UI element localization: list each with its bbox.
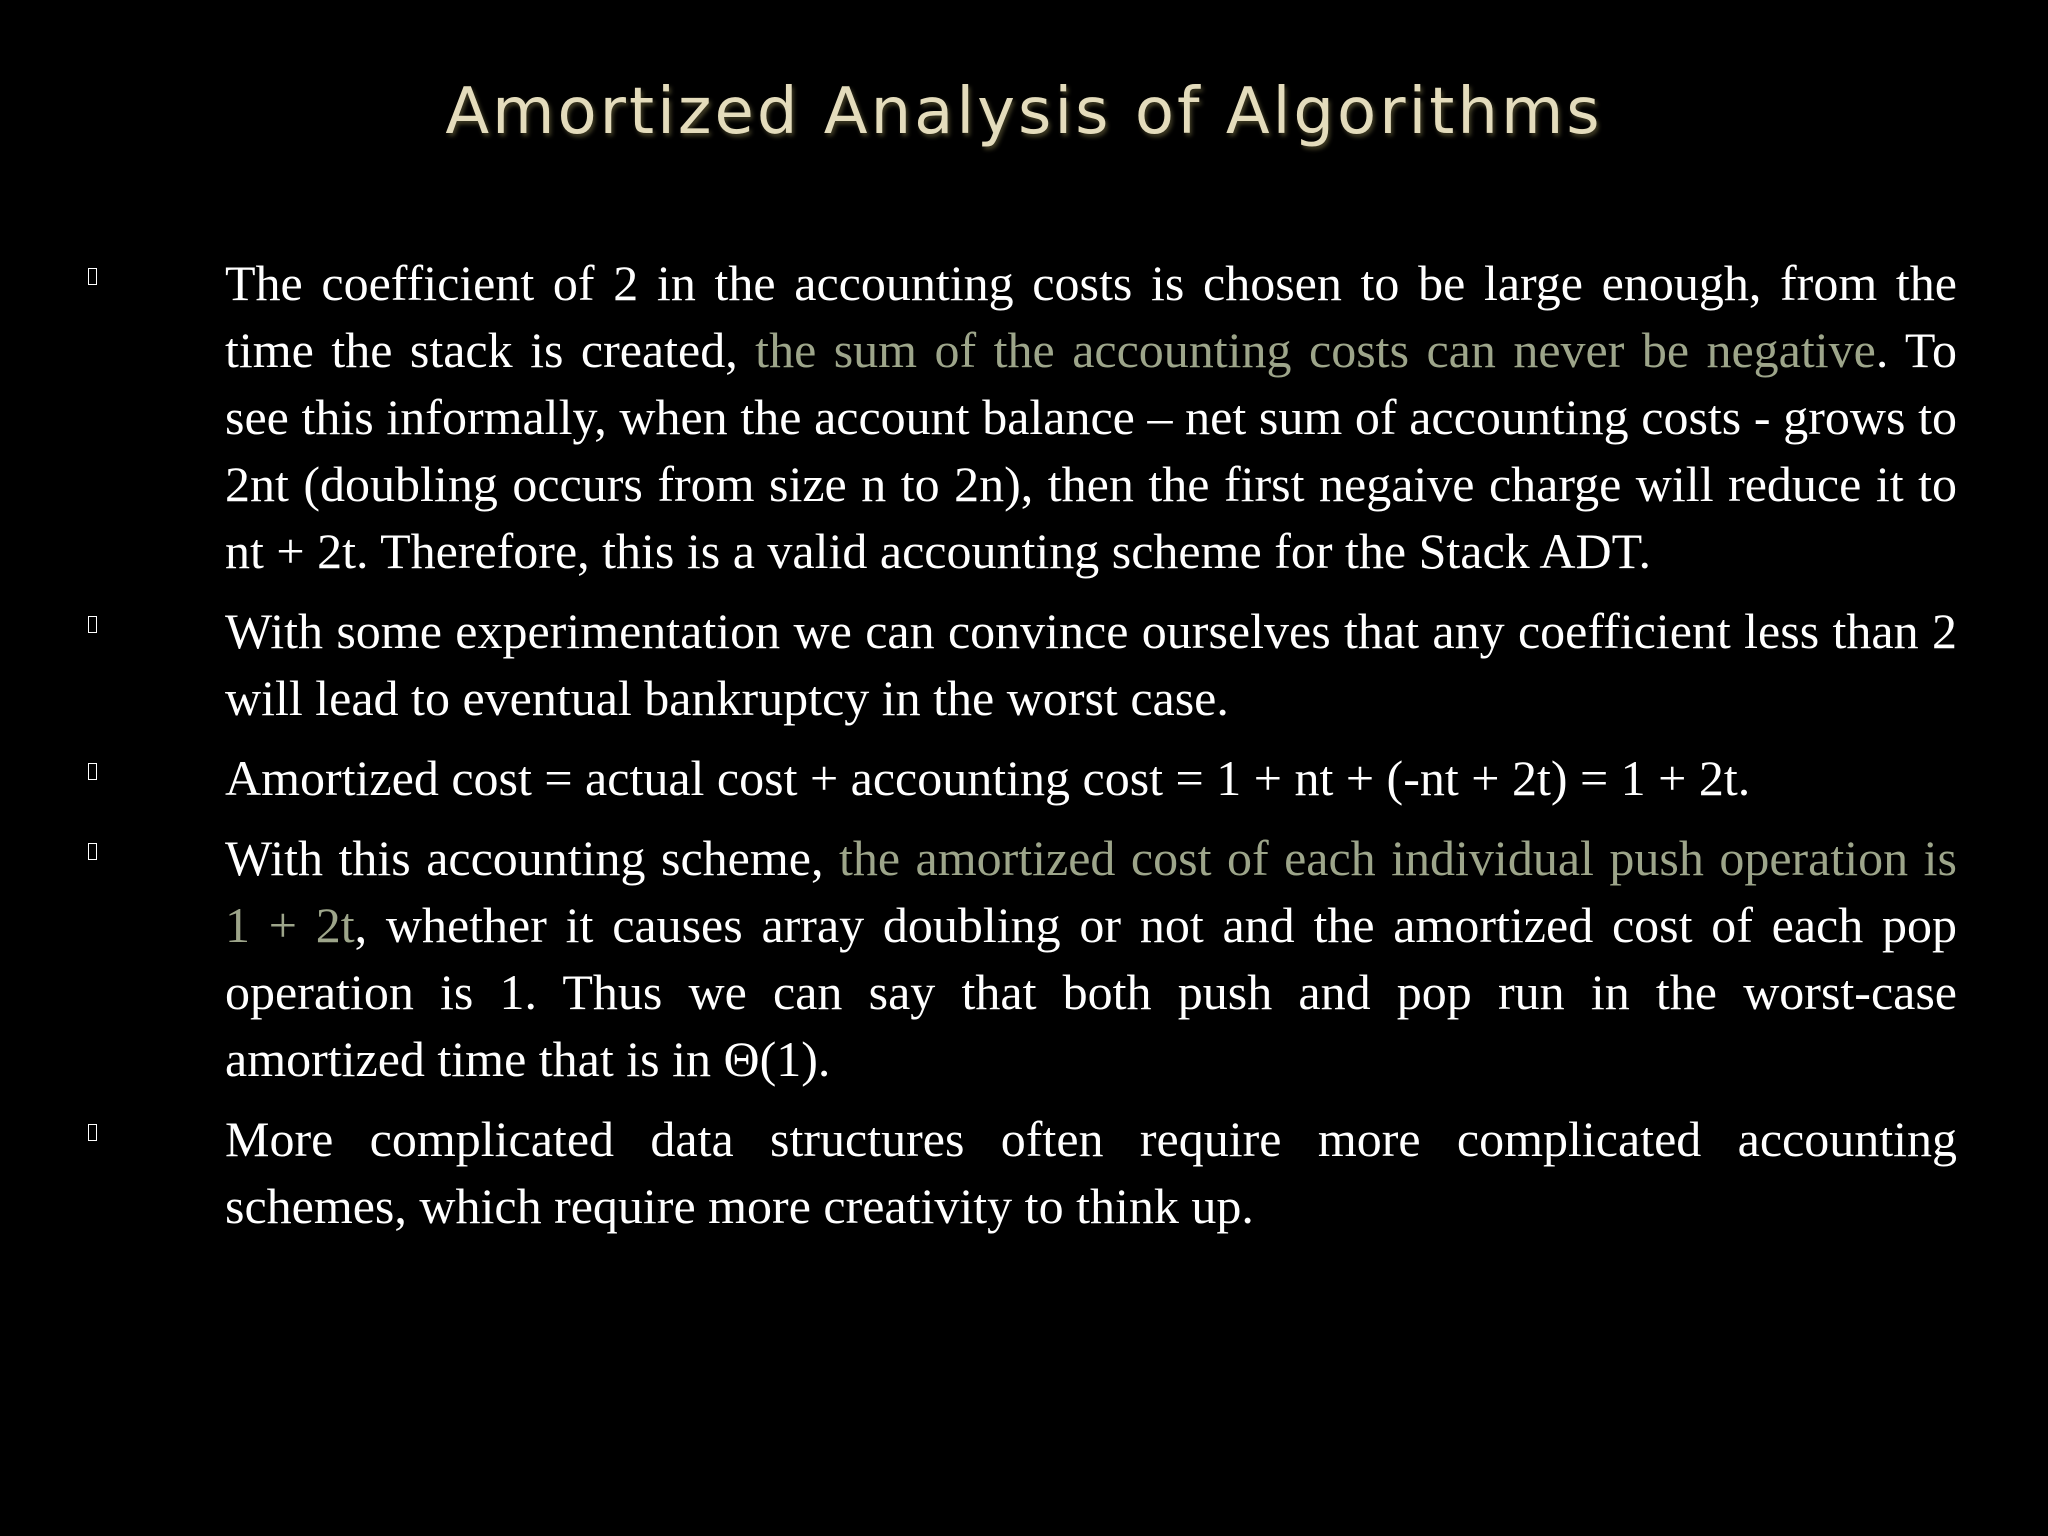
square-outline-icon xyxy=(88,843,97,860)
bullet-text-segment: , whether it causes array doubling or not and the amortized cost of each pop operation is 1. Thus we can say that both push and pop run in the worst-case amortized time that is in Θ(1). xyxy=(225,897,1957,1087)
bullet-text xyxy=(225,825,1957,1093)
bullet-text-segment: With this accounting scheme, xyxy=(225,830,839,886)
bullet-item xyxy=(0,745,2048,812)
square-outline-icon xyxy=(88,1124,97,1141)
bullet-list xyxy=(0,250,2048,1253)
bullet-item xyxy=(0,598,2048,732)
highlighted-text: the sum of the accounting costs can never be negative xyxy=(755,322,1876,378)
square-outline-icon xyxy=(88,616,97,633)
bullet-item xyxy=(0,250,2048,585)
bullet-item xyxy=(0,825,2048,1093)
bullet-text-segment: . To see this informally, when the account balance – net sum of accounting costs - grows to 2nt (doubling occurs from size n to 2n), then the first negaive charge will reduce it to nt + 2t. Therefore, this is a valid accounting scheme for the Stack ADT. xyxy=(225,322,1957,579)
square-outline-icon xyxy=(88,268,97,285)
bullet-text: With some experimentation we can convince ourselves that any coefficient less than 2 will lead to eventual bankruptcy in the worst case. xyxy=(225,603,1957,726)
slide-title: Amortized Analysis of Algorithms xyxy=(445,75,1603,149)
square-outline-icon xyxy=(88,763,97,780)
bullet-text-segment: The coefficient of 2 in the accounting costs is chosen to be large enough, from the time the stack is created, xyxy=(225,255,1957,378)
highlighted-text: the amortized cost of each individual push operation is 1 + 2t xyxy=(225,830,1957,953)
bullet-text: More complicated data structures often require more complicated accounting schemes, which require more creativity to think up. xyxy=(225,1111,1957,1234)
bullet-text: Amortized cost = actual cost + accounting cost = 1 + nt + (-nt + 2t) = 1 + 2t. xyxy=(225,750,1751,806)
bullet-item xyxy=(0,1106,2048,1240)
bullet-text xyxy=(225,250,1957,585)
